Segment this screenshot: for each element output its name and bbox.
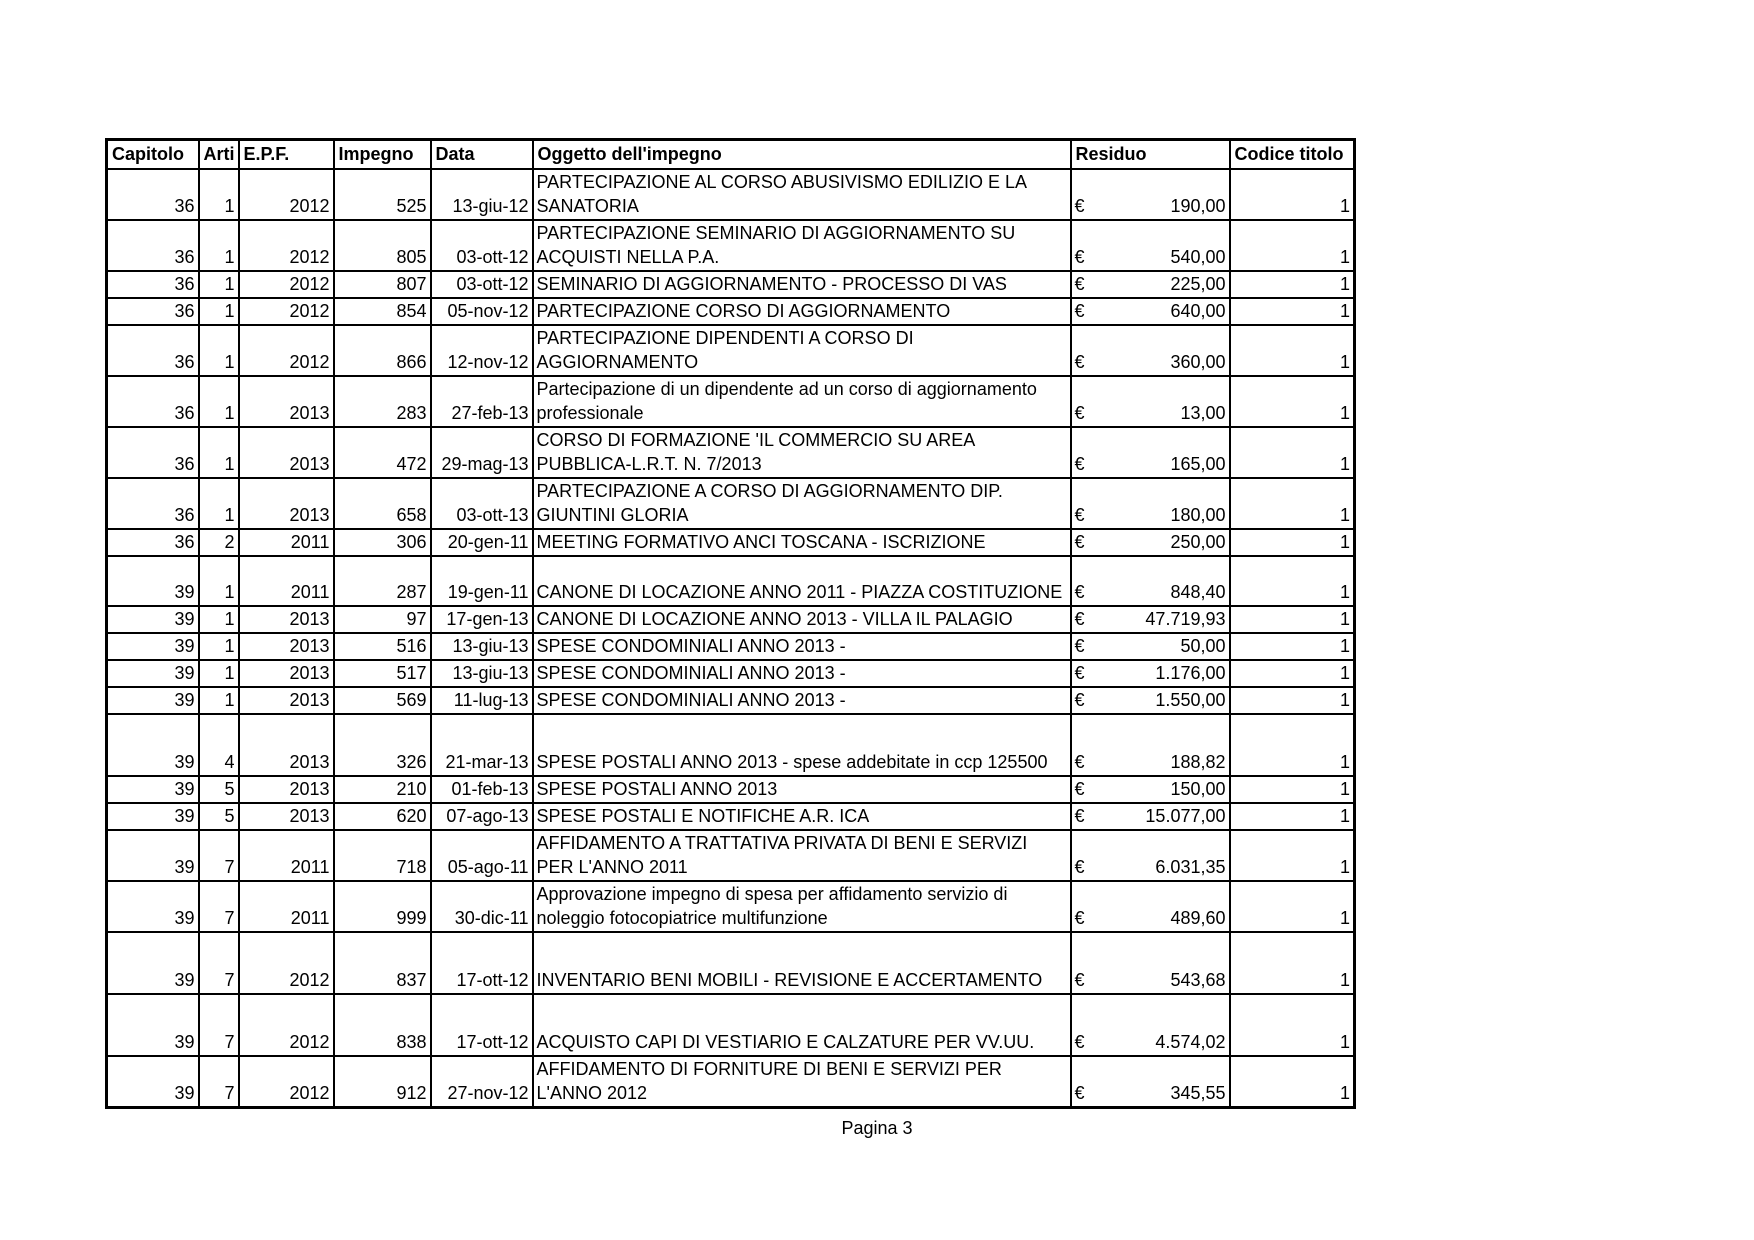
currency-symbol: € — [1074, 582, 1085, 602]
cell-epf: 2013 — [239, 660, 334, 687]
cell-oggetto: PARTECIPAZIONE A CORSO DI AGGIORNAMENTO DIP. GIUNTINI GLORIA — [533, 478, 1071, 529]
cell-data: 05-nov-12 — [431, 298, 533, 325]
cell-articolo: 1 — [199, 606, 239, 633]
column-header-residuo: Residuo — [1071, 140, 1230, 170]
cell-epf: 2012 — [239, 169, 334, 220]
cell-capitolo: 39 — [107, 606, 199, 633]
residuo-value: 13,00 — [1180, 403, 1226, 423]
cell-residuo — [1071, 529, 1230, 556]
cell-data: 03-ott-12 — [431, 271, 533, 298]
cell-impegno: 658 — [334, 478, 431, 529]
cell-residuo — [1071, 830, 1230, 881]
currency-symbol: € — [1074, 806, 1085, 826]
cell-data: 17-ott-12 — [431, 932, 533, 994]
cell-oggetto: CORSO DI FORMAZIONE 'IL COMMERCIO SU AREA PUBBLICA-L.R.T. N. 7/2013 — [533, 427, 1071, 478]
cell-capitolo: 36 — [107, 271, 199, 298]
cell-epf: 2013 — [239, 376, 334, 427]
residuo-value: 1.550,00 — [1155, 690, 1226, 710]
cell-capitolo: 39 — [107, 830, 199, 881]
table-row — [107, 298, 1355, 325]
cell-residuo — [1071, 427, 1230, 478]
cell-impegno: 472 — [334, 427, 431, 478]
currency-symbol: € — [1074, 857, 1085, 877]
cell-epf: 2012 — [239, 994, 334, 1056]
cell-capitolo: 36 — [107, 529, 199, 556]
residuo-value: 540,00 — [1170, 247, 1226, 267]
cell-data: 07-ago-13 — [431, 803, 533, 830]
cell-oggetto: PARTECIPAZIONE CORSO DI AGGIORNAMENTO — [533, 298, 1071, 325]
cell-impegno: 805 — [334, 220, 431, 271]
cell-impegno: 620 — [334, 803, 431, 830]
cell-capitolo: 39 — [107, 687, 199, 714]
cell-residuo — [1071, 271, 1230, 298]
cell-impegno: 517 — [334, 660, 431, 687]
cell-residuo — [1071, 556, 1230, 606]
cell-articolo: 7 — [199, 932, 239, 994]
column-header-codice-titolo: Codice titolo — [1230, 140, 1355, 170]
currency-symbol: € — [1074, 636, 1085, 656]
cell-epf: 2011 — [239, 830, 334, 881]
cell-codice-titolo: 1 — [1230, 714, 1355, 776]
cell-articolo: 1 — [199, 478, 239, 529]
cell-codice-titolo: 1 — [1230, 325, 1355, 376]
cell-codice-titolo: 1 — [1230, 271, 1355, 298]
table-row — [107, 803, 1355, 830]
residuo-value: 489,60 — [1170, 908, 1226, 928]
cell-capitolo: 39 — [107, 776, 199, 803]
residuo-value: 848,40 — [1170, 582, 1226, 602]
cell-articolo: 7 — [199, 994, 239, 1056]
table-row — [107, 714, 1355, 776]
cell-data: 13-giu-13 — [431, 660, 533, 687]
cell-residuo — [1071, 714, 1230, 776]
cell-capitolo: 36 — [107, 220, 199, 271]
currency-symbol: € — [1074, 1083, 1085, 1103]
cell-articolo: 1 — [199, 633, 239, 660]
cell-articolo: 1 — [199, 169, 239, 220]
cell-codice-titolo: 1 — [1230, 298, 1355, 325]
cell-codice-titolo: 1 — [1230, 830, 1355, 881]
cell-impegno: 516 — [334, 633, 431, 660]
cell-capitolo: 39 — [107, 556, 199, 606]
cell-data: 11-lug-13 — [431, 687, 533, 714]
cell-capitolo: 36 — [107, 376, 199, 427]
currency-symbol: € — [1074, 301, 1085, 321]
column-header-oggetto: Oggetto dell'impegno — [533, 140, 1071, 170]
cell-codice-titolo: 1 — [1230, 529, 1355, 556]
residuo-value: 345,55 — [1170, 1083, 1226, 1103]
cell-oggetto: PARTECIPAZIONE DIPENDENTI A CORSO DI AGGIORNAMENTO — [533, 325, 1071, 376]
residuo-value: 360,00 — [1170, 352, 1226, 372]
cell-codice-titolo: 1 — [1230, 427, 1355, 478]
cell-codice-titolo: 1 — [1230, 687, 1355, 714]
cell-capitolo: 36 — [107, 298, 199, 325]
table-row — [107, 776, 1355, 803]
cell-oggetto: INVENTARIO BENI MOBILI - REVISIONE E ACCERTAMENTO — [533, 932, 1071, 994]
cell-epf: 2013 — [239, 633, 334, 660]
cell-impegno: 283 — [334, 376, 431, 427]
cell-residuo — [1071, 881, 1230, 932]
cell-data: 17-gen-13 — [431, 606, 533, 633]
cell-residuo — [1071, 376, 1230, 427]
table-row — [107, 932, 1355, 994]
table-row — [107, 271, 1355, 298]
cell-codice-titolo: 1 — [1230, 994, 1355, 1056]
cell-epf: 2011 — [239, 556, 334, 606]
cell-codice-titolo: 1 — [1230, 881, 1355, 932]
currency-symbol: € — [1074, 352, 1085, 372]
cell-epf: 2013 — [239, 776, 334, 803]
cell-codice-titolo: 1 — [1230, 660, 1355, 687]
cell-articolo: 1 — [199, 556, 239, 606]
residuo-value: 250,00 — [1170, 532, 1226, 552]
currency-symbol: € — [1074, 403, 1085, 423]
cell-capitolo: 39 — [107, 803, 199, 830]
cell-impegno: 525 — [334, 169, 431, 220]
table-row — [107, 994, 1355, 1056]
cell-data: 17-ott-12 — [431, 994, 533, 1056]
cell-oggetto: SPESE CONDOMINIALI ANNO 2013 - — [533, 660, 1071, 687]
cell-articolo: 7 — [199, 830, 239, 881]
cell-oggetto: SEMINARIO DI AGGIORNAMENTO - PROCESSO DI VAS — [533, 271, 1071, 298]
cell-epf: 2013 — [239, 427, 334, 478]
cell-epf: 2012 — [239, 220, 334, 271]
cell-data: 20-gen-11 — [431, 529, 533, 556]
cell-impegno: 569 — [334, 687, 431, 714]
cell-residuo — [1071, 220, 1230, 271]
cell-data: 01-feb-13 — [431, 776, 533, 803]
cell-oggetto: SPESE POSTALI E NOTIFICHE A.R. ICA — [533, 803, 1071, 830]
cell-data: 30-dic-11 — [431, 881, 533, 932]
cell-residuo — [1071, 298, 1230, 325]
cell-capitolo: 39 — [107, 994, 199, 1056]
table-row — [107, 687, 1355, 714]
cell-articolo: 7 — [199, 881, 239, 932]
cell-data: 05-ago-11 — [431, 830, 533, 881]
cell-data: 19-gen-11 — [431, 556, 533, 606]
residuo-value: 225,00 — [1170, 274, 1226, 294]
cell-oggetto: AFFIDAMENTO A TRATTATIVA PRIVATA DI BENI E SERVIZI PER L'ANNO 2011 — [533, 830, 1071, 881]
residuo-value: 6.031,35 — [1155, 857, 1226, 877]
currency-symbol: € — [1074, 247, 1085, 267]
residuo-value: 15.077,00 — [1145, 806, 1226, 826]
cell-impegno: 326 — [334, 714, 431, 776]
residuo-value: 543,68 — [1170, 970, 1226, 990]
cell-codice-titolo: 1 — [1230, 633, 1355, 660]
impegni-table — [105, 138, 1356, 1109]
cell-oggetto: SPESE CONDOMINIALI ANNO 2013 - — [533, 687, 1071, 714]
cell-data: 13-giu-12 — [431, 169, 533, 220]
cell-epf: 2013 — [239, 803, 334, 830]
table-row — [107, 1056, 1355, 1108]
cell-residuo — [1071, 994, 1230, 1056]
cell-capitolo: 39 — [107, 1056, 199, 1108]
cell-residuo — [1071, 932, 1230, 994]
residuo-value: 50,00 — [1180, 636, 1226, 656]
cell-residuo — [1071, 606, 1230, 633]
cell-epf: 2013 — [239, 606, 334, 633]
currency-symbol: € — [1074, 752, 1085, 772]
currency-symbol: € — [1074, 1032, 1085, 1052]
table-row — [107, 427, 1355, 478]
cell-residuo — [1071, 478, 1230, 529]
cell-data: 21-mar-13 — [431, 714, 533, 776]
cell-articolo: 1 — [199, 298, 239, 325]
cell-impegno: 210 — [334, 776, 431, 803]
cell-codice-titolo: 1 — [1230, 606, 1355, 633]
cell-residuo — [1071, 776, 1230, 803]
residuo-value: 640,00 — [1170, 301, 1226, 321]
table-row — [107, 633, 1355, 660]
residuo-value: 47.719,93 — [1145, 609, 1226, 629]
residuo-value: 1.176,00 — [1155, 663, 1226, 683]
cell-impegno: 807 — [334, 271, 431, 298]
cell-oggetto: SPESE POSTALI ANNO 2013 - spese addebitate in ccp 125500 — [533, 714, 1071, 776]
cell-articolo: 1 — [199, 325, 239, 376]
table-header-row — [107, 140, 1355, 170]
cell-impegno: 866 — [334, 325, 431, 376]
cell-capitolo: 39 — [107, 660, 199, 687]
cell-codice-titolo: 1 — [1230, 1056, 1355, 1108]
cell-residuo — [1071, 687, 1230, 714]
cell-oggetto: Partecipazione di un dipendente ad un corso di aggiornamento professionale — [533, 376, 1071, 427]
cell-epf: 2013 — [239, 687, 334, 714]
residuo-value: 165,00 — [1170, 454, 1226, 474]
column-header-data: Data — [431, 140, 533, 170]
currency-symbol: € — [1074, 908, 1085, 928]
cell-impegno: 97 — [334, 606, 431, 633]
cell-articolo: 2 — [199, 529, 239, 556]
column-header-capitolo: Capitolo — [107, 140, 199, 170]
cell-codice-titolo: 1 — [1230, 556, 1355, 606]
cell-oggetto: ACQUISTO CAPI DI VESTIARIO E CALZATURE PER VV.UU. — [533, 994, 1071, 1056]
cell-epf: 2012 — [239, 1056, 334, 1108]
cell-epf: 2012 — [239, 271, 334, 298]
cell-epf: 2012 — [239, 932, 334, 994]
currency-symbol: € — [1074, 505, 1085, 525]
cell-oggetto: SPESE CONDOMINIALI ANNO 2013 - — [533, 633, 1071, 660]
cell-oggetto: PARTECIPAZIONE SEMINARIO DI AGGIORNAMENTO SU ACQUISTI NELLA P.A. — [533, 220, 1071, 271]
cell-data: 03-ott-13 — [431, 478, 533, 529]
cell-epf: 2012 — [239, 325, 334, 376]
residuo-value: 180,00 — [1170, 505, 1226, 525]
cell-articolo: 4 — [199, 714, 239, 776]
currency-symbol: € — [1074, 454, 1085, 474]
cell-residuo — [1071, 633, 1230, 660]
cell-articolo: 7 — [199, 1056, 239, 1108]
currency-symbol: € — [1074, 779, 1085, 799]
cell-impegno: 838 — [334, 994, 431, 1056]
cell-capitolo: 39 — [107, 714, 199, 776]
cell-oggetto: CANONE DI LOCAZIONE ANNO 2011 - PIAZZA COSTITUZIONE — [533, 556, 1071, 606]
cell-data: 27-feb-13 — [431, 376, 533, 427]
cell-articolo: 1 — [199, 660, 239, 687]
cell-impegno: 854 — [334, 298, 431, 325]
cell-data: 29-mag-13 — [431, 427, 533, 478]
table-row — [107, 556, 1355, 606]
cell-codice-titolo: 1 — [1230, 220, 1355, 271]
cell-data: 12-nov-12 — [431, 325, 533, 376]
cell-oggetto: AFFIDAMENTO DI FORNITURE DI BENI E SERVIZI PER L'ANNO 2012 — [533, 1056, 1071, 1108]
table-row — [107, 325, 1355, 376]
cell-impegno: 306 — [334, 529, 431, 556]
table-row — [107, 881, 1355, 932]
cell-codice-titolo: 1 — [1230, 478, 1355, 529]
cell-residuo — [1071, 325, 1230, 376]
table-row — [107, 660, 1355, 687]
cell-capitolo: 36 — [107, 427, 199, 478]
cell-articolo: 1 — [199, 220, 239, 271]
table-row — [107, 606, 1355, 633]
currency-symbol: € — [1074, 663, 1085, 683]
residuo-value: 4.574,02 — [1155, 1032, 1226, 1052]
cell-impegno: 718 — [334, 830, 431, 881]
cell-oggetto: SPESE POSTALI ANNO 2013 — [533, 776, 1071, 803]
table-row — [107, 478, 1355, 529]
cell-residuo — [1071, 1056, 1230, 1108]
table-row — [107, 376, 1355, 427]
cell-residuo — [1071, 660, 1230, 687]
cell-codice-titolo: 1 — [1230, 169, 1355, 220]
cell-codice-titolo: 1 — [1230, 932, 1355, 994]
cell-epf: 2013 — [239, 714, 334, 776]
column-header-epf: E.P.F. — [239, 140, 334, 170]
table-row — [107, 830, 1355, 881]
cell-epf: 2012 — [239, 298, 334, 325]
cell-oggetto: MEETING FORMATIVO ANCI TOSCANA - ISCRIZIONE — [533, 529, 1071, 556]
currency-symbol: € — [1074, 196, 1085, 216]
cell-capitolo: 36 — [107, 169, 199, 220]
currency-symbol: € — [1074, 970, 1085, 990]
cell-oggetto: CANONE DI LOCAZIONE ANNO 2013 - VILLA IL PALAGIO — [533, 606, 1071, 633]
table-row — [107, 220, 1355, 271]
cell-impegno: 912 — [334, 1056, 431, 1108]
cell-impegno: 287 — [334, 556, 431, 606]
cell-articolo: 1 — [199, 271, 239, 298]
cell-codice-titolo: 1 — [1230, 776, 1355, 803]
cell-residuo — [1071, 803, 1230, 830]
cell-data: 03-ott-12 — [431, 220, 533, 271]
cell-capitolo: 36 — [107, 478, 199, 529]
column-header-impegno: Impegno — [334, 140, 431, 170]
cell-impegno: 999 — [334, 881, 431, 932]
residuo-value: 190,00 — [1170, 196, 1226, 216]
cell-residuo — [1071, 169, 1230, 220]
currency-symbol: € — [1074, 532, 1085, 552]
cell-articolo: 1 — [199, 376, 239, 427]
column-header-articolo: Arti — [199, 140, 239, 170]
residuo-value: 188,82 — [1170, 752, 1226, 772]
cell-oggetto: PARTECIPAZIONE AL CORSO ABUSIVISMO EDILIZIO E LA SANATORIA — [533, 169, 1071, 220]
cell-data: 27-nov-12 — [431, 1056, 533, 1108]
currency-symbol: € — [1074, 690, 1085, 710]
cell-articolo: 1 — [199, 687, 239, 714]
cell-capitolo: 39 — [107, 932, 199, 994]
cell-impegno: 837 — [334, 932, 431, 994]
cell-capitolo: 39 — [107, 633, 199, 660]
currency-symbol: € — [1074, 274, 1085, 294]
cell-codice-titolo: 1 — [1230, 803, 1355, 830]
cell-epf: 2013 — [239, 478, 334, 529]
cell-epf: 2011 — [239, 529, 334, 556]
table-row — [107, 169, 1355, 220]
cell-oggetto: Approvazione impegno di spesa per affidamento servizio di noleggio fotocopiatrice multifunzione — [533, 881, 1071, 932]
cell-articolo: 5 — [199, 803, 239, 830]
cell-articolo: 5 — [199, 776, 239, 803]
table-row — [107, 529, 1355, 556]
page-number: Pagina 3 — [841, 1118, 913, 1138]
cell-epf: 2011 — [239, 881, 334, 932]
cell-articolo: 1 — [199, 427, 239, 478]
cell-data: 13-giu-13 — [431, 633, 533, 660]
cell-capitolo: 39 — [107, 881, 199, 932]
currency-symbol: € — [1074, 609, 1085, 629]
cell-capitolo: 36 — [107, 325, 199, 376]
cell-codice-titolo: 1 — [1230, 376, 1355, 427]
residuo-value: 150,00 — [1170, 779, 1226, 799]
